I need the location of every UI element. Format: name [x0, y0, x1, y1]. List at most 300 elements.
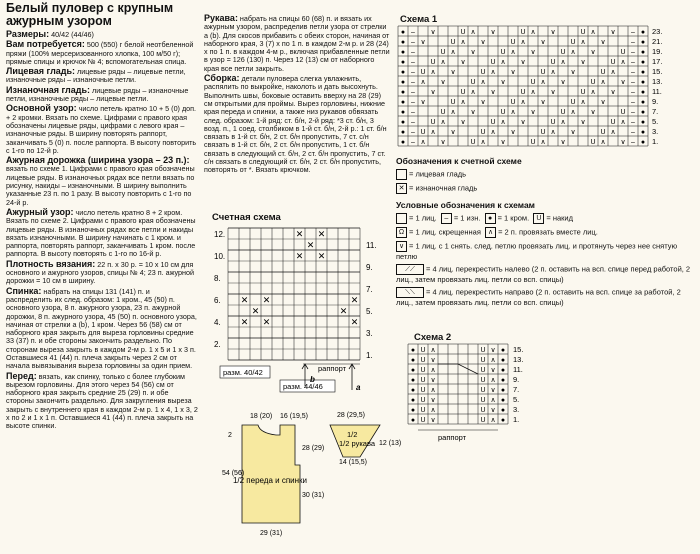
- dim-total-height: 54 (56): [222, 470, 245, 477]
- col1-heading: Спинка:: [6, 285, 42, 296]
- stitch-symbol: ∧: [460, 39, 466, 46]
- col1-text: набрать на спицы 131 (141) п. и распределить их след. образом: 1 кром., 45 (50) п. основного узора, 8 п. ажурного узора, 23 п. ажурной дорожки, 8 п. ажурного узора, 45 (50) п. основного узора, начиная от стрелки a (b), 1 кром. Через 56 (58) см от наборного края закрыть для выреза горловины средние 33 (37) п. и обе стороны закончить раздельно. По сторонам выреза закрыть в каждом 2-м р. 1 x 5 и 1 x 3 п. Оставшиеся 41 (44) п. плеча закрыть через 2 см от начала вывязывания выреза горловины за один прием.: [6, 286, 197, 371]
- col1-paragraph: [6, 208, 198, 259]
- stitch-symbol: ∧: [480, 79, 486, 86]
- stitch-symbol: U: [620, 109, 626, 116]
- stitch-symbol: U: [590, 79, 596, 86]
- dim-neck-depth: 2: [228, 432, 232, 439]
- stitch-symbol: –: [631, 139, 635, 146]
- stitch-symbol: ●: [400, 119, 406, 126]
- stitch-symbol: ∧: [430, 407, 436, 414]
- stitch-symbol: U: [560, 49, 566, 56]
- col2-heading: Рукава:: [204, 13, 238, 23]
- stitch-symbol: ●: [400, 139, 406, 146]
- stitch-symbol: –: [631, 29, 635, 36]
- row-number: 3.: [366, 329, 373, 338]
- stitch-symbol: ∧: [420, 79, 426, 86]
- col1-heading: Ажурная дорожка (ширина узора – 23 п.):: [6, 155, 190, 166]
- stitch-symbol: ●: [400, 69, 406, 76]
- stitch-symbol: ●: [500, 407, 506, 414]
- stitch-symbol: ●: [640, 109, 646, 116]
- legend-yarn-over: = накид: [546, 213, 573, 223]
- stitch-symbol: U: [420, 407, 426, 414]
- stitch-symbol: ∧: [430, 69, 436, 76]
- col1-text: число петель кратно 10 + 5 (0) доп. + 2 кромки. Вязать по схеме. Цифрами с правого края обозначены лицевые ряды, цифрами с левого края – изнаночные ряды. В ширину повторять раппорт, заканчивать 5 (0) п. после раппорта. В высоту повторить с 1-го по 12-й р.: [6, 104, 197, 155]
- col2-paragraph: [204, 14, 390, 73]
- row-number: 9.: [652, 97, 659, 106]
- row-number: 1.: [513, 415, 520, 424]
- row-number: 15.: [513, 345, 524, 354]
- stitch-symbol: –: [631, 39, 635, 46]
- stitch-symbol: –: [411, 39, 415, 46]
- stitch-symbol: ●: [500, 387, 506, 394]
- stitch-symbol: U: [550, 119, 556, 126]
- stitch-symbol: ∧: [610, 69, 616, 76]
- stitch-symbol: ∧: [570, 109, 576, 116]
- stitch-symbol: U: [420, 397, 426, 404]
- col1-heading: Основной узор:: [6, 103, 77, 114]
- stitch-symbol: –: [411, 29, 415, 36]
- col1-paragraph: [6, 260, 198, 286]
- stitch-symbol: ∧: [580, 39, 586, 46]
- stitch-symbol: ∧: [490, 397, 496, 404]
- stitch-symbol: U: [480, 377, 486, 384]
- purl-cross-mark: ✕: [350, 295, 359, 305]
- stitch-symbol: ∧: [510, 109, 516, 116]
- instructions-column-1: [6, 30, 198, 432]
- stitch-symbol: ∧: [490, 129, 496, 136]
- stitch-symbol: ∧: [490, 417, 496, 424]
- stitch-symbol: ●: [640, 59, 646, 66]
- stitch-symbol: ∨: [530, 49, 536, 56]
- legend-cable-left: = 4 лиц. перекрестить налево (2 п. оставить на всп. спице перед работой, 2 лиц., затем провязать лиц. петли со всп. спицы): [396, 264, 691, 284]
- yarn-over-icon: U: [533, 213, 544, 224]
- stitch-symbol: U: [420, 347, 426, 354]
- row-number: 19.: [652, 47, 663, 56]
- stitch-symbol: U: [610, 119, 616, 126]
- scheme1-title: Схема 1: [400, 14, 438, 25]
- row-number: 15.: [652, 67, 663, 76]
- purl-cross-icon: ✕: [396, 183, 407, 194]
- stitch-symbol: ∧: [440, 59, 446, 66]
- stitch-symbol: ∨: [550, 29, 556, 36]
- row-number: 6.: [214, 296, 221, 305]
- stitch-symbol: U: [470, 139, 476, 146]
- stitch-symbol: ●: [500, 367, 506, 374]
- stitch-symbol: U: [420, 69, 426, 76]
- stitch-symbol: ∧: [610, 129, 616, 136]
- stitch-symbol: ∧: [500, 119, 506, 126]
- stitch-symbol: U: [420, 417, 426, 424]
- stitch-symbol: U: [480, 417, 486, 424]
- pattern-sleeve-label-1: 1/2: [347, 430, 358, 439]
- legend-heading-symbols: Условные обозначения к схемам: [396, 200, 535, 210]
- purl-cross-mark: ✕: [306, 240, 315, 250]
- purl-cross-mark: ✕: [240, 317, 249, 327]
- stitch-symbol: ∨: [450, 129, 456, 136]
- stitch-symbol: ∧: [530, 89, 536, 96]
- stitch-symbol: ∨: [610, 89, 616, 96]
- stitch-symbol: ∧: [470, 29, 476, 36]
- stitch-symbol: ∧: [590, 89, 596, 96]
- row-number: 5.: [652, 117, 659, 126]
- stitch-symbol: ∧: [470, 89, 476, 96]
- legend-selvage: = 1 кром.: [497, 213, 530, 223]
- stitch-symbol: U: [480, 397, 486, 404]
- col1-text: лицевые ряды – изнаночные петли, изнаночные ряды – лицевые петли.: [6, 85, 189, 104]
- stitch-symbol: –: [411, 99, 415, 106]
- stitch-symbol: U: [530, 139, 536, 146]
- stitch-symbol: ●: [410, 367, 416, 374]
- stitch-symbol: ∧: [510, 49, 516, 56]
- stitch-symbol: –: [631, 69, 635, 76]
- pattern-front-back-label: 1/2 переда и спинки: [232, 476, 308, 485]
- row-number: 3.: [652, 127, 659, 136]
- stitch-symbol: ∨: [620, 139, 626, 146]
- row-number: 17.: [652, 57, 663, 66]
- stitch-symbol: U: [420, 357, 426, 364]
- stitch-symbol: U: [590, 139, 596, 146]
- stitch-symbol: U: [510, 99, 516, 106]
- instructions-column-2: [204, 14, 390, 176]
- crossed-knit-icon: Ω: [396, 227, 407, 238]
- stitch-symbol: ●: [400, 49, 406, 56]
- row-number: 2.: [214, 340, 221, 349]
- stitch-symbol: U: [600, 69, 606, 76]
- col2-paragraph: [204, 74, 390, 175]
- stitch-symbol: –: [411, 129, 415, 136]
- row-number: 4.: [214, 318, 221, 327]
- stitch-symbol: –: [631, 119, 635, 126]
- purl-cross-mark: ✕: [240, 295, 249, 305]
- stitch-symbol: U: [480, 347, 486, 354]
- stitch-symbol: ∨: [620, 79, 626, 86]
- arrow-a: [349, 364, 355, 390]
- col1-paragraph: [6, 156, 198, 207]
- stitch-symbol: –: [411, 89, 415, 96]
- dim-side: 30 (31): [302, 492, 325, 499]
- stitch-symbol: ∨: [550, 89, 556, 96]
- stitch-symbol: ∨: [420, 39, 426, 46]
- scheme2-chart: [404, 342, 554, 452]
- row-number: 5.: [366, 307, 373, 316]
- purl-cross-mark: ✕: [317, 251, 326, 261]
- stitch-symbol: ∨: [570, 129, 576, 136]
- cable-right-icon: ⟍⟍: [396, 287, 424, 298]
- pattern-sleeve-label: 1/2 рукава: [339, 439, 376, 448]
- purl-icon: –: [441, 213, 452, 224]
- legend-cable-right: = 4 лиц. перекрестить направо (2 п. оставить на всп. спице за работой, 2 лиц., затем провязать лиц. петли со всп. спицы): [396, 287, 681, 307]
- dim-sleeve-top: 28 (29,5): [337, 412, 366, 419]
- stitch-symbol: U: [420, 387, 426, 394]
- legend: [396, 156, 696, 307]
- stitch-symbol: U: [480, 367, 486, 374]
- dim-sleeve-bottom: 14 (15,5): [339, 459, 368, 466]
- stitch-symbol: ∨: [450, 69, 456, 76]
- stitch-symbol: U: [450, 39, 456, 46]
- dim-neck-width: 18 (20): [250, 413, 273, 420]
- col1-text: 500 (550) г белой неотбеленной пряжи (100% мерсеризованного хлопка, 100 м/50 г); прямые спицы и крючок № 4; вспомогательная спица.: [6, 40, 194, 66]
- stitch-symbol: ∧: [570, 49, 576, 56]
- stitch-symbol: ∧: [430, 347, 436, 354]
- stitch-symbol: U: [520, 29, 526, 36]
- stitch-symbol: ∧: [500, 59, 506, 66]
- stitch-symbol: ∨: [510, 129, 516, 136]
- stitch-symbol: U: [490, 59, 496, 66]
- stitch-symbol: U: [450, 99, 456, 106]
- stitch-symbol: ●: [640, 79, 646, 86]
- stitch-symbol: ∧: [560, 119, 566, 126]
- col1-paragraph: [6, 86, 198, 104]
- stitch-symbol: –: [411, 69, 415, 76]
- stitch-symbol: ∧: [560, 59, 566, 66]
- stitch-symbol: ∧: [520, 39, 526, 46]
- stitch-symbol: ●: [500, 347, 506, 354]
- stitch-symbol: ∨: [520, 59, 526, 66]
- stitch-symbol: ∧: [420, 139, 426, 146]
- col2-text: набрать на спицы 60 (68) п. и вязать их ажурным узором, распределив петли узора от стрелки a (b). Для скосов прибавить с обеих сторон, начиная от наборного края, 3 (7) x по 1 п. в каждом 2-м р. и 28 (24) x по 1 п. в каждом 4-м р., включая прибавленные петли в узор = 126 (130) п. Через 12 (13) см от наборного края все петли закрыть.: [204, 14, 390, 73]
- col1-heading: Плотность вязания:: [6, 258, 96, 269]
- stitch-symbol: ●: [640, 69, 646, 76]
- stitch-symbol: ∧: [540, 139, 546, 146]
- legend-heading-counting: Обозначения к счетной схеме: [396, 156, 522, 166]
- row-number: 5.: [513, 395, 520, 404]
- stitch-symbol: ●: [400, 129, 406, 136]
- row-number: 7.: [513, 385, 520, 394]
- stitch-symbol: ●: [500, 377, 506, 384]
- row-number: 3.: [513, 405, 520, 414]
- stitch-symbol: U: [550, 59, 556, 66]
- stitch-symbol: ∧: [600, 79, 606, 86]
- col1-paragraph: [6, 372, 198, 431]
- stitch-symbol: ∨: [490, 387, 496, 394]
- row-number: 13.: [513, 355, 524, 364]
- col1-paragraph: [6, 67, 198, 85]
- stitch-symbol: ∨: [560, 79, 566, 86]
- stitch-symbol: ∨: [540, 39, 546, 46]
- stitch-symbol: ∨: [540, 99, 546, 106]
- col1-text: 40/42 (44/46): [49, 30, 94, 39]
- purl-cross-mark: ✕: [350, 317, 359, 327]
- stitch-symbol: ∨: [490, 367, 496, 374]
- rapport-label: раппорт: [318, 364, 347, 373]
- stitch-symbol: ∨: [440, 139, 446, 146]
- stitch-symbol: ∨: [590, 49, 596, 56]
- stitch-symbol: ∧: [480, 139, 486, 146]
- row-number: 13.: [652, 77, 663, 86]
- purl-cross-mark: ✕: [339, 306, 348, 316]
- stitch-symbol: ∨: [430, 89, 436, 96]
- stitch-symbol: ∨: [580, 119, 586, 126]
- k2tog-icon: ∧: [485, 227, 496, 238]
- stitch-symbol: U: [430, 119, 436, 126]
- stitch-symbol: ∨: [490, 407, 496, 414]
- purl-cross-mark: ✕: [295, 229, 304, 239]
- row-number: 12.: [214, 230, 226, 239]
- scheme-main-chart: [200, 222, 400, 392]
- stitch-symbol: U: [440, 49, 446, 56]
- purl-cross-mark: ✕: [262, 317, 271, 327]
- stitch-symbol: U: [620, 49, 626, 56]
- stitch-symbol: ∧: [550, 69, 556, 76]
- row-number: 11.: [366, 241, 377, 250]
- stitch-symbol: –: [411, 79, 415, 86]
- stitch-symbol: ∨: [490, 29, 496, 36]
- pattern-sleeve: [325, 405, 402, 466]
- stitch-symbol: U: [580, 89, 586, 96]
- stitch-symbol: ●: [640, 139, 646, 146]
- stitch-symbol: ●: [640, 119, 646, 126]
- col1-text: вязать, как спинку, только с более глубоким вырезом горловины. Для этого через 54 (56) см от наборного края закрыть средние 25 (29) п. и обе стороны закончить раздельно. Для закругления выреза закрыть с внутреннего края в каждом 2-м р. 1 x 4, 1 x 3, 2 x по 2 и 1 x 1 п. Оставшиеся 41 (44) п. плеча закрыть на высоте спинки.: [6, 371, 198, 431]
- col1-heading: Ажурный узор:: [6, 206, 74, 217]
- stitch-symbol: ∨: [590, 109, 596, 116]
- stitch-symbol: U: [580, 29, 586, 36]
- stitch-symbol: ●: [640, 49, 646, 56]
- col1-text: вязать по схеме 1. Цифрами с правого края обозначены лицевые ряды. В изнаночных рядах все петли вязать по рисунку, накиды – изнаночными. В ширину выполнить указанные 23 п. по 1 разу. В высоту повторить с 1-го по 24-й р.: [6, 164, 195, 207]
- stitch-symbol: ∧: [440, 119, 446, 126]
- stitch-symbol: ∨: [490, 89, 496, 96]
- col1-heading: Лицевая гладь:: [6, 66, 76, 77]
- purl-cross-mark: ✕: [262, 295, 271, 305]
- stitch-symbol: U: [420, 129, 426, 136]
- stitch-symbol: ●: [410, 407, 416, 414]
- stitch-symbol: ∧: [460, 99, 466, 106]
- stitch-symbol: U: [570, 39, 576, 46]
- stitch-symbol: U: [430, 59, 436, 66]
- stitch-symbol: ∨: [600, 39, 606, 46]
- stitch-symbol: ∧: [490, 377, 496, 384]
- stitch-symbol: –: [631, 49, 635, 56]
- pattern-front-back: [220, 405, 330, 545]
- stitch-symbol: U: [480, 387, 486, 394]
- stitch-symbol: ∨: [430, 357, 436, 364]
- stitch-symbol: U: [480, 357, 486, 364]
- size-a-label: разм. 40/42: [223, 368, 263, 377]
- arrow-a-label: a: [356, 383, 361, 392]
- stitch-symbol: ∧: [490, 69, 496, 76]
- row-number: 7.: [652, 107, 659, 116]
- stitch-symbol: ●: [640, 39, 646, 46]
- stitch-symbol: ●: [500, 397, 506, 404]
- stitch-symbol: ●: [640, 99, 646, 106]
- stitch-symbol: ∨: [440, 79, 446, 86]
- cable-left-icon: ⟋⟋: [396, 264, 424, 275]
- stitch-symbol: –: [631, 109, 635, 116]
- stitch-symbol: U: [540, 69, 546, 76]
- stitch-symbol: ∨: [560, 139, 566, 146]
- stitch-symbol: U: [500, 49, 506, 56]
- stitch-symbol: ●: [410, 387, 416, 394]
- legend-knit: = 1 лиц.: [409, 213, 437, 223]
- face-stitch-icon: [396, 169, 407, 180]
- stitch-symbol: ∨: [460, 59, 466, 66]
- stitch-symbol: ∧: [450, 109, 456, 116]
- stitch-symbol: ●: [410, 377, 416, 384]
- stitch-symbol: ●: [410, 417, 416, 424]
- stitch-symbol: ∧: [430, 129, 436, 136]
- row-number: 9.: [366, 263, 373, 272]
- stitch-symbol: ∨: [480, 39, 486, 46]
- stitch-symbol: ∨: [500, 79, 506, 86]
- stitch-symbol: ●: [640, 129, 646, 136]
- stitch-symbol: ●: [400, 109, 406, 116]
- col1-heading: Размеры:: [6, 29, 50, 39]
- purl-cross-mark: ✕: [295, 251, 304, 261]
- col1-text: 22 п. x 30 р. = 10 x 10 см для основного и ажурного узоров, спицы № 4; 23 п. ажурной дорожки = 10 см в ширину.: [6, 259, 194, 286]
- stitch-symbol: ∨: [470, 109, 476, 116]
- stitch-symbol: ∨: [530, 109, 536, 116]
- stitch-symbol: ∧: [430, 367, 436, 374]
- stitch-symbol: U: [470, 79, 476, 86]
- stitch-symbol: U: [520, 89, 526, 96]
- stitch-symbol: –: [631, 129, 635, 136]
- stitch-symbol: ∧: [490, 357, 496, 364]
- stitch-symbol: ∧: [620, 59, 626, 66]
- rapport-label: раппорт: [438, 433, 467, 442]
- stitch-symbol: ∨: [430, 377, 436, 384]
- stitch-symbol: ●: [410, 357, 416, 364]
- stitch-symbol: –: [411, 119, 415, 126]
- stitch-symbol: ∨: [490, 347, 496, 354]
- stitch-symbol: –: [411, 109, 415, 116]
- stitch-symbol: ∧: [450, 49, 456, 56]
- col1-heading: Вам потребуется:: [6, 39, 85, 50]
- stitch-symbol: ∧: [620, 119, 626, 126]
- legend-k2tog: = 2 п. провязать вместе лиц.: [498, 227, 598, 237]
- row-number: 10.: [214, 252, 226, 261]
- stitch-symbol: ●: [400, 89, 406, 96]
- stitch-symbol: ∨: [430, 29, 436, 36]
- stitch-symbol: ●: [500, 357, 506, 364]
- col1-paragraph: [6, 40, 198, 66]
- stitch-symbol: U: [570, 99, 576, 106]
- stitch-symbol: ∨: [470, 49, 476, 56]
- stitch-symbol: U: [460, 29, 466, 36]
- stitch-symbol: ∧: [590, 29, 596, 36]
- stitch-symbol: ∨: [430, 417, 436, 424]
- stitch-symbol: ●: [640, 29, 646, 36]
- arrow-b-label: b: [310, 375, 315, 384]
- stitch-symbol: ∨: [600, 99, 606, 106]
- stitch-symbol: ●: [500, 417, 506, 424]
- stitch-symbol: ∨: [460, 119, 466, 126]
- scheme2-title: Схема 2: [414, 332, 452, 343]
- row-number: 7.: [366, 285, 373, 294]
- row-number: 8.: [214, 274, 221, 283]
- stitch-symbol: ∨: [430, 397, 436, 404]
- dim-armhole: 28 (29): [302, 445, 325, 452]
- stitch-symbol: U: [440, 109, 446, 116]
- stitch-symbol: ●: [400, 59, 406, 66]
- col1-heading: Перед:: [6, 370, 37, 381]
- stitch-symbol: –: [631, 59, 635, 66]
- legend-skpo: = 1 лиц. с 1 снять. след. петлю провязать лиц. и протянуть через нее снятую петлю: [396, 241, 678, 261]
- stitch-symbol: U: [560, 109, 566, 116]
- stitch-symbol: U: [480, 407, 486, 414]
- stitch-symbol: –: [631, 79, 635, 86]
- stitch-symbol: ∧: [550, 129, 556, 136]
- col1-text: лицевые ряды – лицевые петли, изнаночные ряды – изнаночные петли.: [6, 67, 186, 85]
- stitch-symbol: ∨: [580, 59, 586, 66]
- stitch-symbol: U: [420, 367, 426, 374]
- skpo-icon: ∨: [396, 241, 407, 252]
- stitch-symbol: ∧: [600, 139, 606, 146]
- stitch-symbol: ●: [400, 29, 406, 36]
- stitch-symbol: –: [411, 139, 415, 146]
- legend-purl-1: = 1 изн.: [453, 213, 481, 223]
- col2-text: детали пуловера слегка увлажнить, распялить по выкройке, наколоть и дать высохнуть. Выполнить швы, боковые оставить вверху на 28 (29) см открытыми для проймы. Вырез горловины, нижние края переда и спинки, а также низ рукавов обвязать след. образом: 1-й ряд: ст. б/н, 2-й ряд: *3 ст. б/н, 3 возд. п., 1 соед. столбиком в 1-й ст. б/н, 2-й р.: 1 ст. б/н связать в 1-й ст. б/н, 2 ст. б/н пропустить, 7 ст. с/н связать в 1-й ст. б/н, 2 ст. б/н пропустить, 1 ст. б/н связать в следующий ст. б/н, 2 ст. б/н пропустить, 7 ст. с/н связать в следующий ст. б/н, 2 ст. б/н пропустить, повторять от *. Вязать крючком.: [204, 74, 387, 175]
- row-number: 11.: [513, 365, 523, 374]
